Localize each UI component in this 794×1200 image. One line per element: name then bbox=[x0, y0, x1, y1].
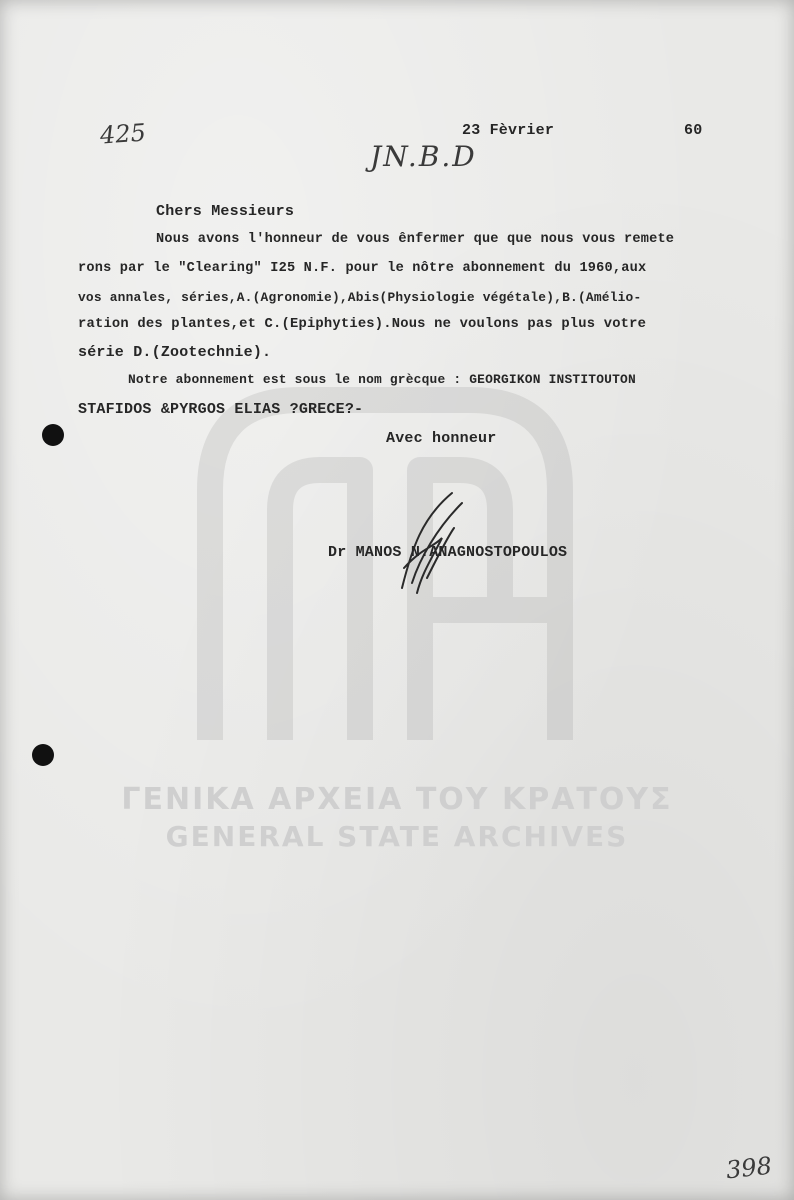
body-line: Nous avons l'honneur de vous ênfermer que que nous vous remete bbox=[156, 232, 675, 247]
salutation: Chers Messieurs bbox=[156, 203, 295, 220]
body-line: série D.(Zootechnie). bbox=[78, 344, 272, 361]
handwritten-ref-number: 425 bbox=[99, 118, 147, 150]
body-line: ration des plantes,et C.(Epiphyties).Nous ne voulons pas plus votre bbox=[78, 317, 647, 332]
signatory-name: Dr MANOS N.ANAGNOSTOPOULOS bbox=[328, 544, 568, 561]
letter-year: 60 bbox=[684, 122, 703, 139]
watermark-greek: ΓΕΝΙΚΑ ΑΡΧΕΙΑ ΤΟΥ ΚΡΑΤΟΥΣ bbox=[121, 782, 673, 817]
body-line: vos annales, séries,A.(Agronomie),Abis(Physiologie végétale),B.(Amélio- bbox=[78, 290, 642, 305]
handwritten-page-number: 398 bbox=[724, 1151, 774, 1185]
body-line: rons par le "Clearing" I25 N.F. pour le nôtre abonnement du 1960,aux bbox=[78, 261, 647, 276]
archives-emblem-watermark bbox=[170, 360, 590, 780]
letter-date: 23 Fèvrier bbox=[462, 122, 555, 139]
watermark-english: GENERAL STATE ARCHIVES bbox=[165, 820, 629, 853]
closing: Avec honneur bbox=[386, 430, 497, 447]
punch-hole-bottom bbox=[32, 744, 54, 766]
punch-hole-top bbox=[42, 424, 64, 446]
handwritten-signature bbox=[392, 488, 472, 598]
subscription-name-line2: STAFIDOS &PYRGOS ELIAS ?GRECE?- bbox=[78, 401, 364, 418]
subscription-name-line1: Notre abonnement est sous le nom grècque : GEORGIKON INSTITOUTON bbox=[128, 372, 636, 387]
handwritten-initials: JN.B.D bbox=[370, 140, 477, 173]
